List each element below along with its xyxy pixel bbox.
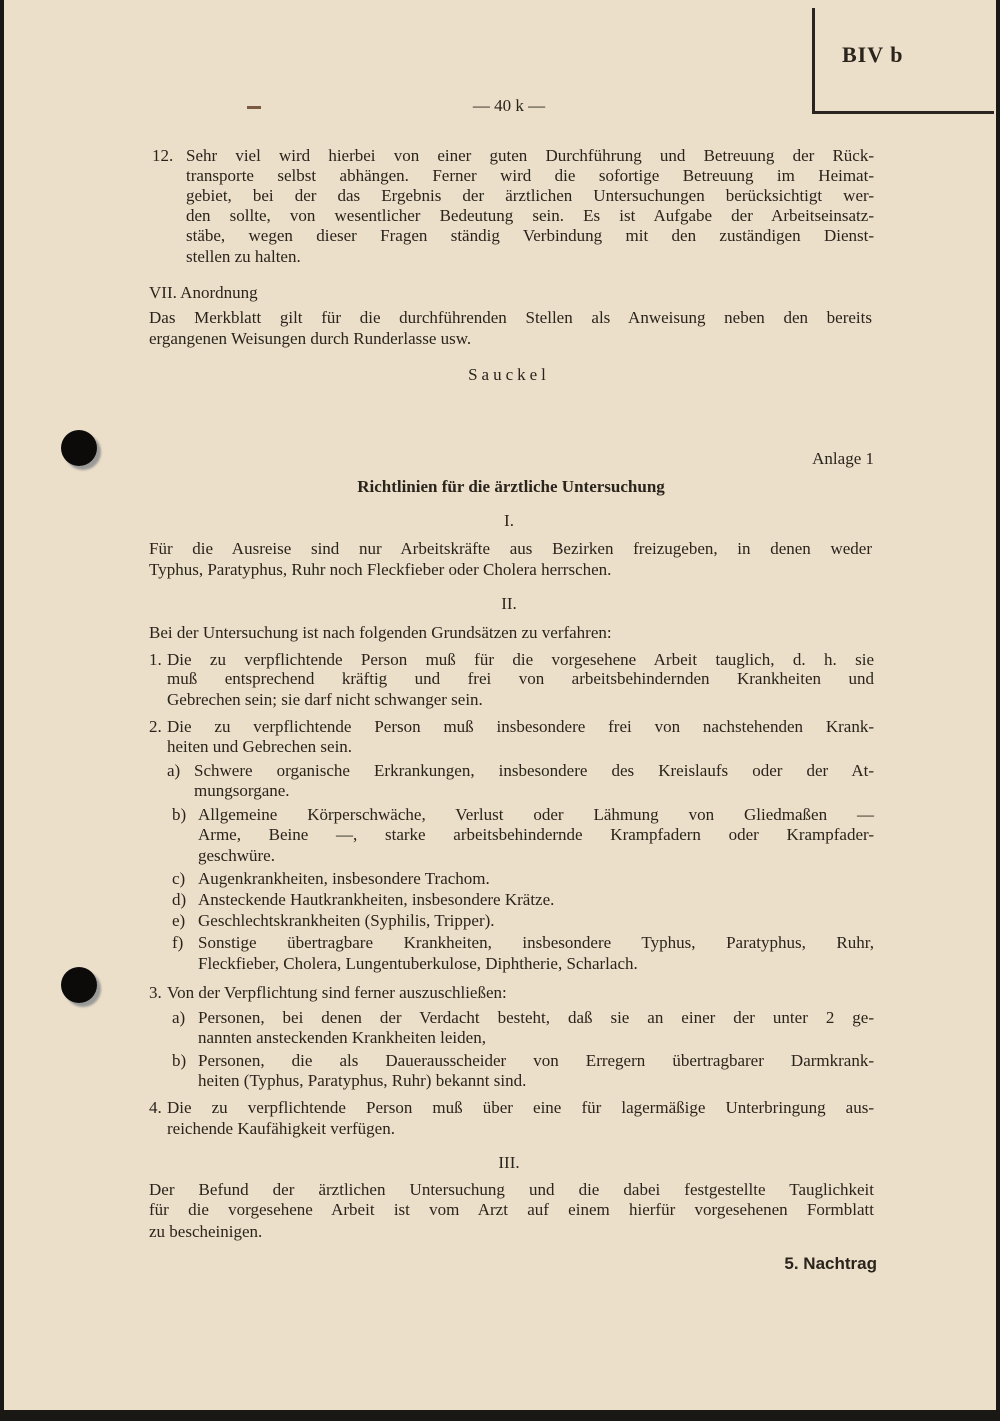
subitem-label: e) <box>172 911 186 930</box>
text-line: Das Merkblatt gilt für die durchführenden Stellen als Anweisung neben den bereits <box>149 308 872 327</box>
text-line: heiten (Typhus, Paratyphus, Ruhr) bekannt sind. <box>198 1071 527 1090</box>
text-line: transporte selbst abhängen. Ferner wird die sofortige Betreuung im Heimat- <box>186 166 874 185</box>
stamp-box-border <box>812 111 994 114</box>
text-line: Die zu verpflichtende Person muß über eine für lagermäßige Unterbringung aus- <box>167 1098 874 1117</box>
page-number: — 40 k — <box>472 96 546 115</box>
subitem-label: c) <box>172 869 186 888</box>
punch-hole <box>61 430 97 466</box>
text-line: Der Befund der ärztlichen Untersuchung und die dabei festgestellte Tauglichkeit <box>149 1180 874 1199</box>
item-number: 2. <box>149 717 162 736</box>
supplement-label: 5. Nachtrag <box>784 1254 877 1273</box>
subitem-label: f) <box>172 933 184 952</box>
text-line: Personen, bei denen der Verdacht besteht, daß sie an einer der unter 2 ge- <box>198 1008 874 1027</box>
text-line: ergangenen Weisungen durch Runderlasse usw. <box>149 329 472 348</box>
text-line: Die zu verpflichtende Person muß für die vorgesehene Arbeit tauglich, d. h. sie <box>167 650 874 669</box>
punch-hole <box>61 967 97 1003</box>
text-line: Ansteckende Hautkrankheiten, insbesondere Krätze. <box>198 890 555 909</box>
text-line: mungsorgane. <box>194 781 290 800</box>
signature: Sauckel <box>468 365 550 384</box>
text-line: Schwere organische Erkrankungen, insbesondere des Kreislaufs oder der At- <box>194 761 874 780</box>
section-heading: II. <box>501 594 517 613</box>
section-heading: VII. Anordnung <box>149 283 258 302</box>
text-line: stäbe, wegen dieser Fragen ständig Verbindung mit den zuständigen Dienst- <box>186 226 874 245</box>
subitem-label: b) <box>172 1051 187 1070</box>
subitem-label: d) <box>172 890 187 909</box>
text-line: muß entsprechend kräftig und frei von arbeitsbehindernden Krankheiten und <box>167 669 874 688</box>
text-line: stellen zu halten. <box>186 247 301 266</box>
item-number: 1. <box>149 650 162 669</box>
document-code: BIV b <box>842 42 904 67</box>
ink-mark <box>247 106 261 109</box>
text-line: Für die Ausreise sind nur Arbeitskräfte aus Bezirken freizugeben, in denen weder <box>149 539 872 558</box>
text-line: reichende Kaufähigkeit verfügen. <box>167 1119 395 1138</box>
text-line: zu bescheinigen. <box>149 1222 263 1241</box>
text-line: Fleckfieber, Cholera, Lungentuberkulose, Diphtherie, Scharlach. <box>198 954 638 973</box>
subitem-label: b) <box>172 805 187 824</box>
text-line: Allgemeine Körperschwäche, Verlust oder Lähmung von Gliedmaßen — <box>198 805 874 824</box>
section-heading: I. <box>504 511 514 530</box>
stamp-box-border <box>812 8 815 114</box>
text-line: Geschlechtskrankheiten (Syphilis, Tripper). <box>198 911 495 930</box>
text-line: Die zu verpflichtende Person muß insbesondere frei von nachstehenden Krank- <box>167 717 874 736</box>
text-line: für die vorgesehene Arbeit ist vom Arzt auf einem hierfür vorgesehenen Formblatt <box>149 1200 874 1219</box>
item-number: 3. <box>149 983 162 1002</box>
subitem-label: a) <box>167 761 181 780</box>
text-line: heiten und Gebrechen sein. <box>167 737 353 756</box>
document-page <box>4 0 996 1410</box>
text-line: Arme, Beine —, starke arbeitsbehindernde Krampfadern oder Krampfader- <box>198 825 874 844</box>
text-line: den sollte, von wesentlicher Bedeutung sein. Es ist Aufgabe der Arbeitseinsatz- <box>186 206 874 225</box>
item-number: 12. <box>152 146 174 165</box>
text-line: Sehr viel wird hierbei von einer guten Durchführung und Betreuung der Rück- <box>186 146 874 165</box>
text-line: nannten ansteckenden Krankheiten leiden, <box>198 1028 486 1047</box>
text-line: Bei der Untersuchung ist nach folgenden Grundsätzen zu verfahren: <box>149 623 612 642</box>
text-line: Von der Verpflichtung sind ferner auszuschließen: <box>167 983 507 1002</box>
text-line: Gebrechen sein; sie darf nicht schwanger sein. <box>167 690 483 709</box>
annex-label: Anlage 1 <box>812 449 874 468</box>
text-line: Personen, die als Dauerausscheider von Erregern übertragbarer Darmkrank- <box>198 1051 874 1070</box>
text-line: Typhus, Paratyphus, Ruhr noch Fleckfieber oder Cholera herrschen. <box>149 560 612 579</box>
text-line: Sonstige übertragbare Krankheiten, insbesondere Typhus, Paratyphus, Ruhr, <box>198 933 874 952</box>
text-line: gebiet, bei der das Ergebnis der ärztlichen Untersuchungen berücksichtigt wer- <box>186 186 874 205</box>
text-line: geschwüre. <box>198 846 275 865</box>
section-heading: III. <box>498 1153 520 1172</box>
item-number: 4. <box>149 1098 162 1117</box>
annex-title: Richtlinien für die ärztliche Untersuchung <box>357 477 665 496</box>
text-line: Augenkrankheiten, insbesondere Trachom. <box>198 869 490 888</box>
subitem-label: a) <box>172 1008 186 1027</box>
